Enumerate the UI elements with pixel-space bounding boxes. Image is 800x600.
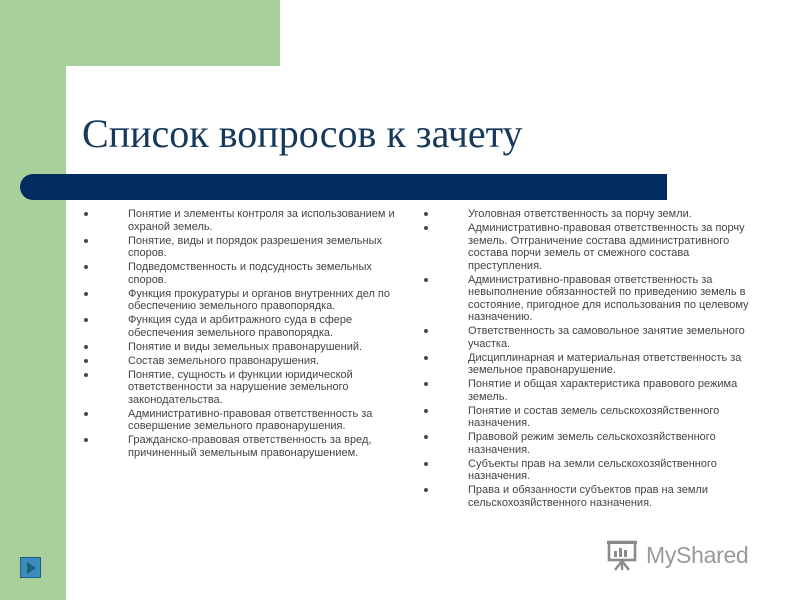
- bullet-icon: [424, 435, 428, 439]
- question-text: Понятие, сущность и функции юридической ответственности за нарушение земельного законодательства.: [128, 368, 353, 406]
- question-text: Права и обязанности субъектов прав на земли сельскохозяйственного назначения.: [468, 484, 708, 509]
- bullet-icon: [424, 409, 428, 413]
- question-item: [84, 288, 396, 313]
- question-item: [84, 261, 396, 286]
- slideshow-nav-button[interactable]: [20, 557, 41, 578]
- question-text: Функция прокуратуры и органов внутренних дел по обеспечению земельного правопорядка.: [128, 287, 391, 312]
- question-item: [424, 352, 754, 377]
- bullet-icon: [84, 292, 88, 296]
- bullet-icon: [424, 329, 428, 333]
- bullet-icon: [424, 488, 428, 492]
- bullet-icon: [424, 226, 428, 230]
- bullet-icon: [424, 462, 428, 466]
- question-item: [84, 355, 396, 368]
- title-divider-bar: [20, 174, 667, 200]
- bullet-icon: [84, 239, 88, 243]
- question-text: Дисциплинарная и материальная ответственность за земельное правонарушение.: [468, 351, 742, 376]
- question-text: Административно-правовая ответственность за совершение земельного правонарушения.: [128, 407, 373, 432]
- question-item: [424, 222, 754, 272]
- question-item: [424, 378, 754, 403]
- myshared-logo: [606, 536, 748, 574]
- question-item: [424, 484, 754, 509]
- question-item: [84, 341, 396, 354]
- green-side-band: [0, 0, 66, 600]
- question-text: Функция суда и арбитражного суда в сфере обеспечения земельного правопорядка.: [128, 314, 353, 339]
- bullet-icon: [424, 212, 428, 216]
- bullet-icon: [84, 265, 88, 269]
- bullet-icon: [84, 212, 88, 216]
- question-text: Субъекты прав на земли сельскохозяйственного назначения.: [468, 457, 717, 482]
- question-text: Понятие и виды земельных правонарушений.: [128, 340, 363, 353]
- question-item: [424, 325, 754, 350]
- right-question-list: [424, 208, 754, 511]
- watermark-text: MyShared: [646, 541, 749, 568]
- question-item: [424, 274, 754, 324]
- question-item: [84, 314, 396, 339]
- divider-accent: [55, 200, 66, 204]
- question-item: [424, 405, 754, 430]
- bullet-icon: [84, 412, 88, 416]
- bullet-icon: [424, 356, 428, 360]
- question-item: [424, 431, 754, 456]
- slide-title: Список вопросов к зачету: [82, 111, 523, 156]
- question-item: [84, 434, 396, 459]
- question-text: Понятие и элементы контроля за использованием и охраной земель.: [128, 208, 395, 233]
- question-text: Ответственность за самовольное занятие земельного участка.: [468, 325, 745, 350]
- question-text: Гражданско-правовая ответственность за вред, причиненный земельным правонарушением.: [128, 434, 372, 459]
- bullet-icon: [84, 438, 88, 442]
- bullet-icon: [84, 359, 88, 363]
- question-text: Понятие и состав земель сельскохозяйственного назначения.: [468, 404, 720, 429]
- question-text: Подведомственность и подсудность земельных споров.: [128, 261, 372, 286]
- question-item: [84, 369, 396, 407]
- question-text: Понятие и общая характеристика правового режима земель.: [468, 378, 738, 403]
- bullet-icon: [424, 278, 428, 282]
- green-top-band: [0, 0, 280, 66]
- question-item: [84, 235, 396, 260]
- bullet-icon: [84, 318, 88, 322]
- bullet-icon: [424, 382, 428, 386]
- question-item: [84, 408, 396, 433]
- bullet-icon: [84, 373, 88, 377]
- question-item: [84, 208, 396, 233]
- presentation-board-icon: [606, 538, 640, 572]
- question-text: Состав земельного правонарушения.: [128, 354, 320, 367]
- question-text: Уголовная ответственность за порчу земли.: [468, 208, 692, 220]
- question-text: Правовой режим земель сельскохозяйственного назначения.: [468, 431, 716, 456]
- question-item: [424, 458, 754, 483]
- play-triangle-icon: [27, 562, 36, 574]
- question-text: Административно-правовая ответственность за невыполнение обязанностей по приведению земель в состояние, пригодное для использования по целевому назначению.: [468, 273, 749, 323]
- question-item: [424, 208, 754, 221]
- left-question-list: [84, 208, 396, 461]
- question-text: Административно-правовая ответственность за порчу земель. Отграничение состава административного состава порчи земель от смежного состава преступления.: [468, 222, 745, 272]
- bullet-icon: [84, 345, 88, 349]
- question-text: Понятие, виды и порядок разрешения земельных споров.: [128, 234, 383, 259]
